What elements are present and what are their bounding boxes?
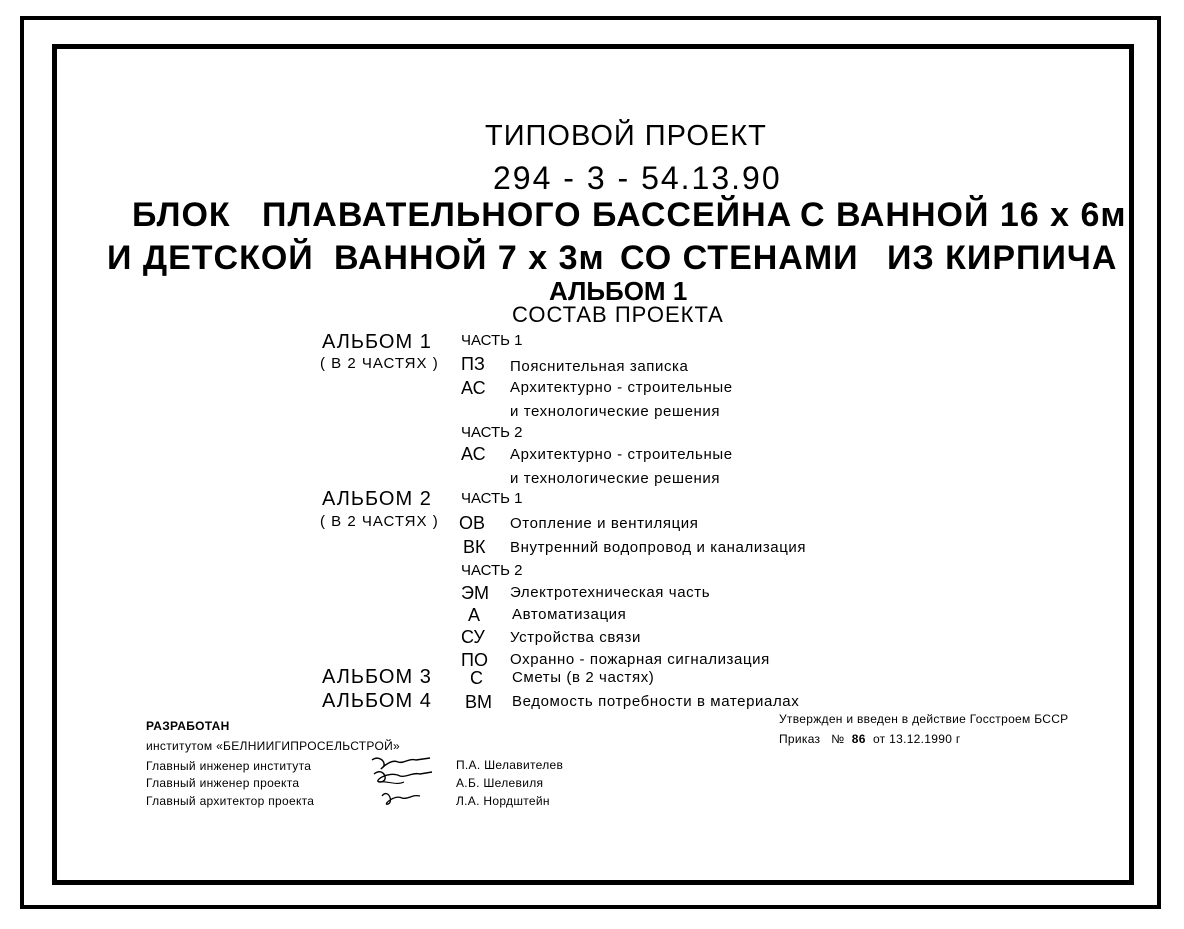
album4-label: АЛЬБОМ 4 (322, 690, 432, 712)
project-number: 294 - 3 - 54.13.90 (493, 160, 782, 196)
album-title: АЛЬБОМ 1 (549, 276, 688, 306)
a2-ov-desc: Отопление и вентиляция (510, 515, 699, 532)
a4-vm-code: ВМ (465, 692, 492, 712)
album2-parts: ( В 2 ЧАСТЯХ ) (320, 513, 439, 530)
order-date-label: от (872, 732, 886, 746)
signatures-image (360, 752, 445, 810)
album1-parts: ( В 2 ЧАСТЯХ ) (320, 355, 439, 372)
album2-label: АЛЬБОМ 2 (322, 488, 432, 510)
a2-em-desc: Электротехническая часть (510, 584, 711, 601)
role-chief-architect: Главный архитектор проекта (146, 794, 315, 808)
title-word-plavatelnogo: ПЛАВАТЕЛЬНОГО (262, 196, 582, 234)
a1-as-desc2: и технологические решения (510, 403, 721, 420)
album3-label: АЛЬБОМ 3 (322, 666, 432, 688)
composition-heading: СОСТАВ ПРОЕКТА (512, 302, 724, 327)
a2-ov-code: ОВ (459, 513, 486, 533)
developer-institute: институтом «БЕЛНИИГИПРОСЕЛЬСТРОЙ» (146, 739, 400, 753)
title-word-so-stenami: СО СТЕНАМИ (620, 239, 859, 277)
a2-su-code: СУ (461, 627, 485, 647)
a2-po-code: ПО (461, 650, 488, 670)
title-word-detskoy: И ДЕТСКОЙ (107, 239, 314, 277)
order-no-label: № (831, 732, 845, 746)
approval-line: Утвержден и введен в действие Госстроем БССР (779, 712, 1069, 726)
a1-part1: ЧАСТЬ 1 (461, 332, 523, 349)
a2-a-code: А (468, 605, 481, 625)
title-word-vannoy: С ВАННОЙ 16 х 6м (800, 196, 1127, 234)
order-label: Приказ (779, 732, 821, 746)
order-line (779, 733, 961, 745)
title-word-vannoy-7x3: ВАННОЙ 7 х 3м (334, 239, 605, 277)
a1-as2-desc2: и технологические решения (510, 470, 721, 487)
role-chief-engineer-project: Главный инженер проекта (146, 776, 300, 790)
name-2: А.Б. Шелевиля (456, 776, 544, 790)
a1-as2-code: АС (461, 444, 486, 464)
a1-as-code: АС (461, 378, 486, 398)
a2-a-desc: Автоматизация (512, 606, 627, 623)
a2-vk-desc: Внутренний водопровод и канализация (510, 539, 807, 556)
role-chief-engineer-institute: Главный инженер института (146, 759, 312, 773)
a3-c-desc: Сметы (в 2 частях) (512, 669, 655, 686)
title-word-iz-kirpicha: ИЗ КИРПИЧА (887, 239, 1118, 277)
album1-label: АЛЬБОМ 1 (322, 331, 432, 353)
title-word-blok: БЛОК (132, 196, 231, 234)
order-no: 86 (851, 732, 866, 746)
document-type: ТИПОВОЙ ПРОЕКТ (485, 120, 767, 152)
a1-as2-desc1: Архитектурно - строительные (510, 446, 733, 463)
a1-part2: ЧАСТЬ 2 (461, 424, 523, 441)
developer-heading: РАЗРАБОТАН (146, 719, 230, 733)
a1-pz-desc: Пояснительная записка (510, 358, 689, 375)
title-word-basseyna: БАССЕЙНА (592, 196, 793, 234)
name-1: П.А. Шелавителев (456, 758, 564, 772)
a3-c-code: С (470, 668, 483, 688)
order-date: 13.12.1990 г (889, 732, 961, 746)
a2-vk-code: ВК (463, 537, 486, 557)
a2-po-desc: Охранно - пожарная сигнализация (510, 651, 770, 668)
name-3: Л.А. Нордштейн (456, 794, 550, 808)
a4-vm-desc: Ведомость потребности в материалах (512, 693, 800, 710)
a2-part1: ЧАСТЬ 1 (461, 490, 523, 507)
a2-part2: ЧАСТЬ 2 (461, 562, 523, 579)
a2-em-code: ЭМ (461, 583, 489, 603)
a2-su-desc: Устройства связи (510, 629, 641, 646)
a1-pz-code: ПЗ (461, 354, 485, 374)
a1-as-desc1: Архитектурно - строительные (510, 379, 733, 396)
